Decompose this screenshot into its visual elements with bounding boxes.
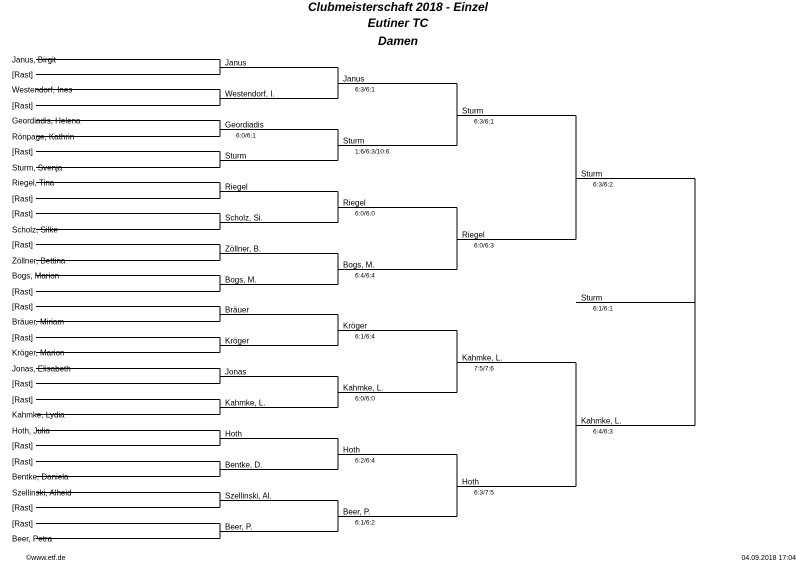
round5-score: 6:3/6:2: [593, 181, 613, 189]
champion-name: Sturm: [581, 293, 603, 303]
club-name: Eutiner TC: [367, 16, 429, 30]
round4-score: 7:5/7:6: [474, 365, 494, 373]
round2-player: Riegel: [225, 182, 248, 192]
round2-player: Szellinski, Al.: [225, 491, 272, 501]
round3-score: 6:1/6:2: [355, 519, 375, 527]
round1-player: Kahmke, Lydia: [12, 410, 65, 420]
round3-score: 6:3/6:1: [355, 86, 375, 94]
round3-player: Kröger: [343, 321, 368, 331]
round3-player: Hoth: [343, 445, 360, 455]
round1-player: Zöllner, Bettina: [12, 256, 66, 266]
round4-player: Kahmke, L.: [462, 353, 503, 363]
round3-player: Kahmke, L.: [343, 383, 384, 393]
round3-score: 6:4/6:4: [355, 272, 375, 280]
round1-player: [Rast]: [12, 302, 33, 312]
round3-player: Sturm: [343, 136, 365, 146]
round1-player: Jonas, Elisabeth: [12, 364, 71, 374]
round4-player: Hoth: [462, 477, 479, 487]
round1-player: Hoth, Julia: [12, 426, 50, 436]
round1-player: [Rast]: [12, 70, 33, 80]
round1-player: [Rast]: [12, 503, 33, 513]
round2-player: Kahmke, L.: [225, 398, 266, 408]
round1-player: [Rast]: [12, 441, 33, 451]
round3-score: 1:6/6:3/10:6: [355, 148, 390, 156]
round1-player: Riegel, Tina: [12, 178, 55, 188]
round1-player: [Rast]: [12, 519, 33, 529]
round1-player: Kröger, Marion: [12, 348, 65, 358]
round1-player: [Rast]: [12, 240, 33, 250]
round2-player: Bentke, D.: [225, 460, 263, 470]
category-name: Damen: [377, 34, 418, 48]
round2-player: Bräuer: [225, 305, 250, 315]
footer-timestamp: 04.09.2018 17:04: [741, 555, 796, 562]
round2-player: Zöllner, B.: [225, 244, 262, 254]
round2-player: Bogs, M.: [225, 275, 257, 285]
round1-player: Bentke, Daniela: [12, 472, 69, 482]
round2-player: Geordiadis: [225, 120, 264, 130]
round1-player: [Rast]: [12, 147, 33, 157]
round2-player: Scholz, Si.: [225, 213, 263, 223]
round3-score: 6:0/6:0: [355, 210, 375, 218]
round4-score: 6:3/7:5: [474, 489, 494, 497]
tournament-title: Clubmeisterschaft 2018 - Einzel: [307, 0, 489, 14]
round4-score: 6:3/6:1: [474, 118, 494, 126]
round3-player: Janus: [343, 74, 365, 84]
round3-player: Beer, P.: [343, 507, 371, 517]
round1-player: [Rast]: [12, 457, 33, 467]
round3-score: 6:2/6:4: [355, 457, 375, 465]
round2-score: 6:0/6:1: [236, 132, 256, 140]
round3-score: 6:0/6:0: [355, 395, 375, 403]
round4-player: Riegel: [462, 230, 485, 240]
round1-player: Geordiadis, Helena: [12, 116, 81, 126]
round5-player: Sturm: [581, 169, 603, 179]
round1-player: [Rast]: [12, 379, 33, 389]
round2-player: Kröger: [225, 336, 250, 346]
round1-player: [Rast]: [12, 101, 33, 111]
round2-player: Janus: [225, 58, 247, 68]
round1-player: [Rast]: [12, 333, 33, 343]
round1-player: [Rast]: [12, 194, 33, 204]
round3-player: Riegel: [343, 198, 366, 208]
round1-player: Beer, Petra: [12, 534, 53, 544]
footer-source: ©www.etf.de: [26, 555, 66, 562]
round3-player: Bogs, M.: [343, 260, 375, 270]
round1-player: Bogs, Marion: [12, 271, 60, 281]
round2-player: Sturm: [225, 151, 247, 161]
round3-score: 6:1/6:4: [355, 333, 375, 341]
round4-player: Sturm: [462, 106, 484, 116]
round1-player: Rönpage, Kathrin: [12, 132, 75, 142]
round4-score: 6:0/6:3: [474, 242, 494, 250]
round1-player: [Rast]: [12, 395, 33, 405]
round2-player: Jonas: [225, 367, 247, 377]
round1-player: Sturm, Svenja: [12, 163, 63, 173]
final-score: 6:1/6:1: [593, 305, 613, 313]
round5-player: Kahmke, L.: [581, 416, 622, 426]
round1-player: Scholz, Silke: [12, 225, 58, 235]
round2-player: Hoth: [225, 429, 242, 439]
round5-score: 6:4/6:3: [593, 428, 613, 436]
round1-player: [Rast]: [12, 209, 33, 219]
round2-player: Westendorf, I.: [225, 89, 275, 99]
round1-player: [Rast]: [12, 287, 33, 297]
round1-player: Janus, Birgit: [12, 55, 57, 65]
round1-player: Szellinski, Alheid: [12, 488, 72, 498]
round1-player: Westendorf, Ines: [12, 85, 73, 95]
round2-player: Beer, P.: [225, 522, 253, 532]
round1-player: Bräuer, Miriam: [12, 317, 65, 327]
